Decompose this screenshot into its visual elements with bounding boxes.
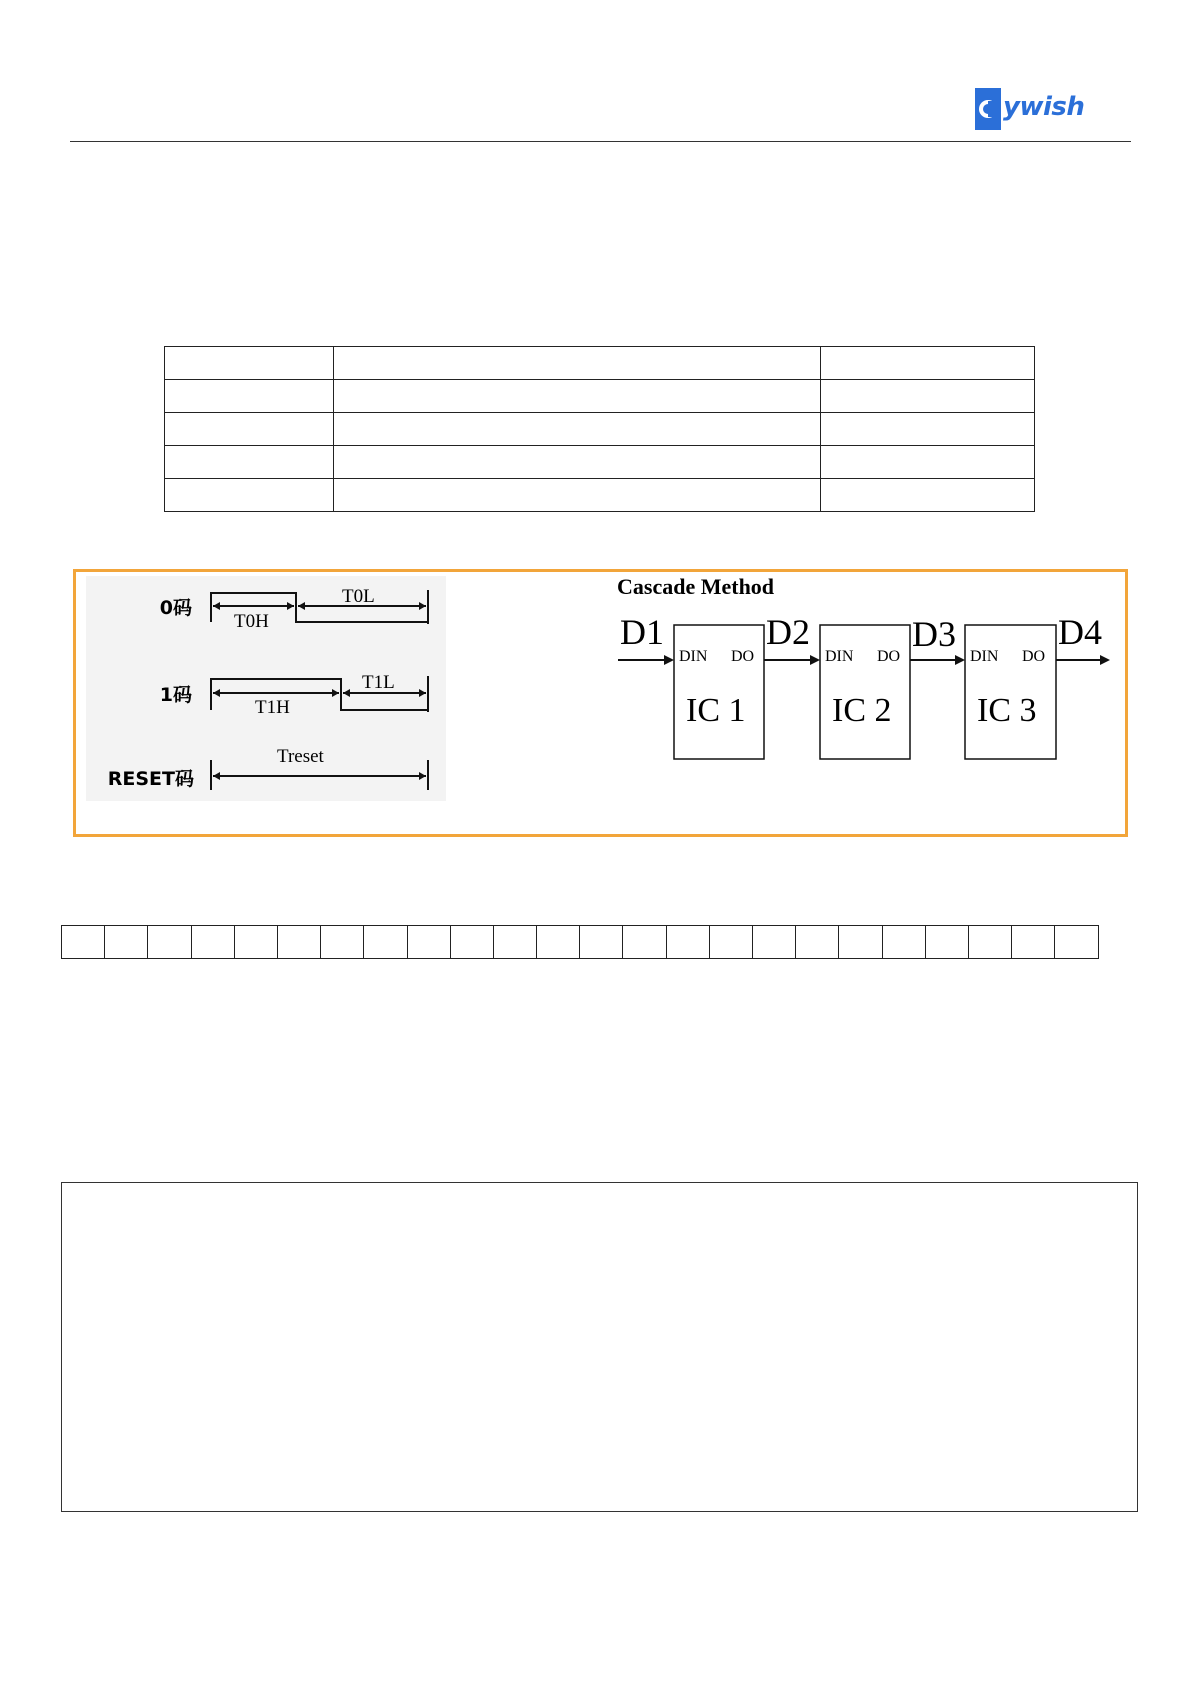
t0h-label: T0H bbox=[234, 611, 269, 632]
t0l-label: T0L bbox=[342, 586, 375, 607]
signal-d4-label: D4 bbox=[1058, 612, 1102, 652]
table-row bbox=[62, 926, 1099, 959]
ic2-do-label: DO bbox=[877, 648, 901, 665]
signal-d1-label: D1 bbox=[620, 612, 664, 652]
signal-d3-label: D3 bbox=[912, 614, 956, 654]
ic1-din-label: DIN bbox=[679, 648, 708, 665]
ic1-do-label: DO bbox=[731, 648, 755, 665]
data-bits-table bbox=[61, 925, 1099, 959]
brand-logo-text: ywish bbox=[1003, 92, 1085, 122]
signal-d2-label: D2 bbox=[766, 612, 810, 652]
empty-content-box bbox=[61, 1182, 1138, 1512]
code1-label: 1码 bbox=[159, 684, 192, 706]
code0-label: 0码 bbox=[159, 597, 192, 619]
ic3-name: IC 3 bbox=[977, 692, 1037, 729]
t1h-label: T1H bbox=[255, 697, 290, 718]
ic3-din-label: DIN bbox=[970, 648, 999, 665]
ic2-name: IC 2 bbox=[832, 692, 892, 729]
ic2-din-label: DIN bbox=[825, 648, 854, 665]
t1l-label: T1L bbox=[362, 672, 395, 693]
ic3-do-label: DO bbox=[1022, 648, 1046, 665]
ic1-name: IC 1 bbox=[686, 692, 746, 729]
reset-label: RESET码 bbox=[107, 768, 194, 790]
treset-label: Treset bbox=[277, 746, 324, 767]
cascade-title: Cascade Method bbox=[617, 574, 775, 599]
